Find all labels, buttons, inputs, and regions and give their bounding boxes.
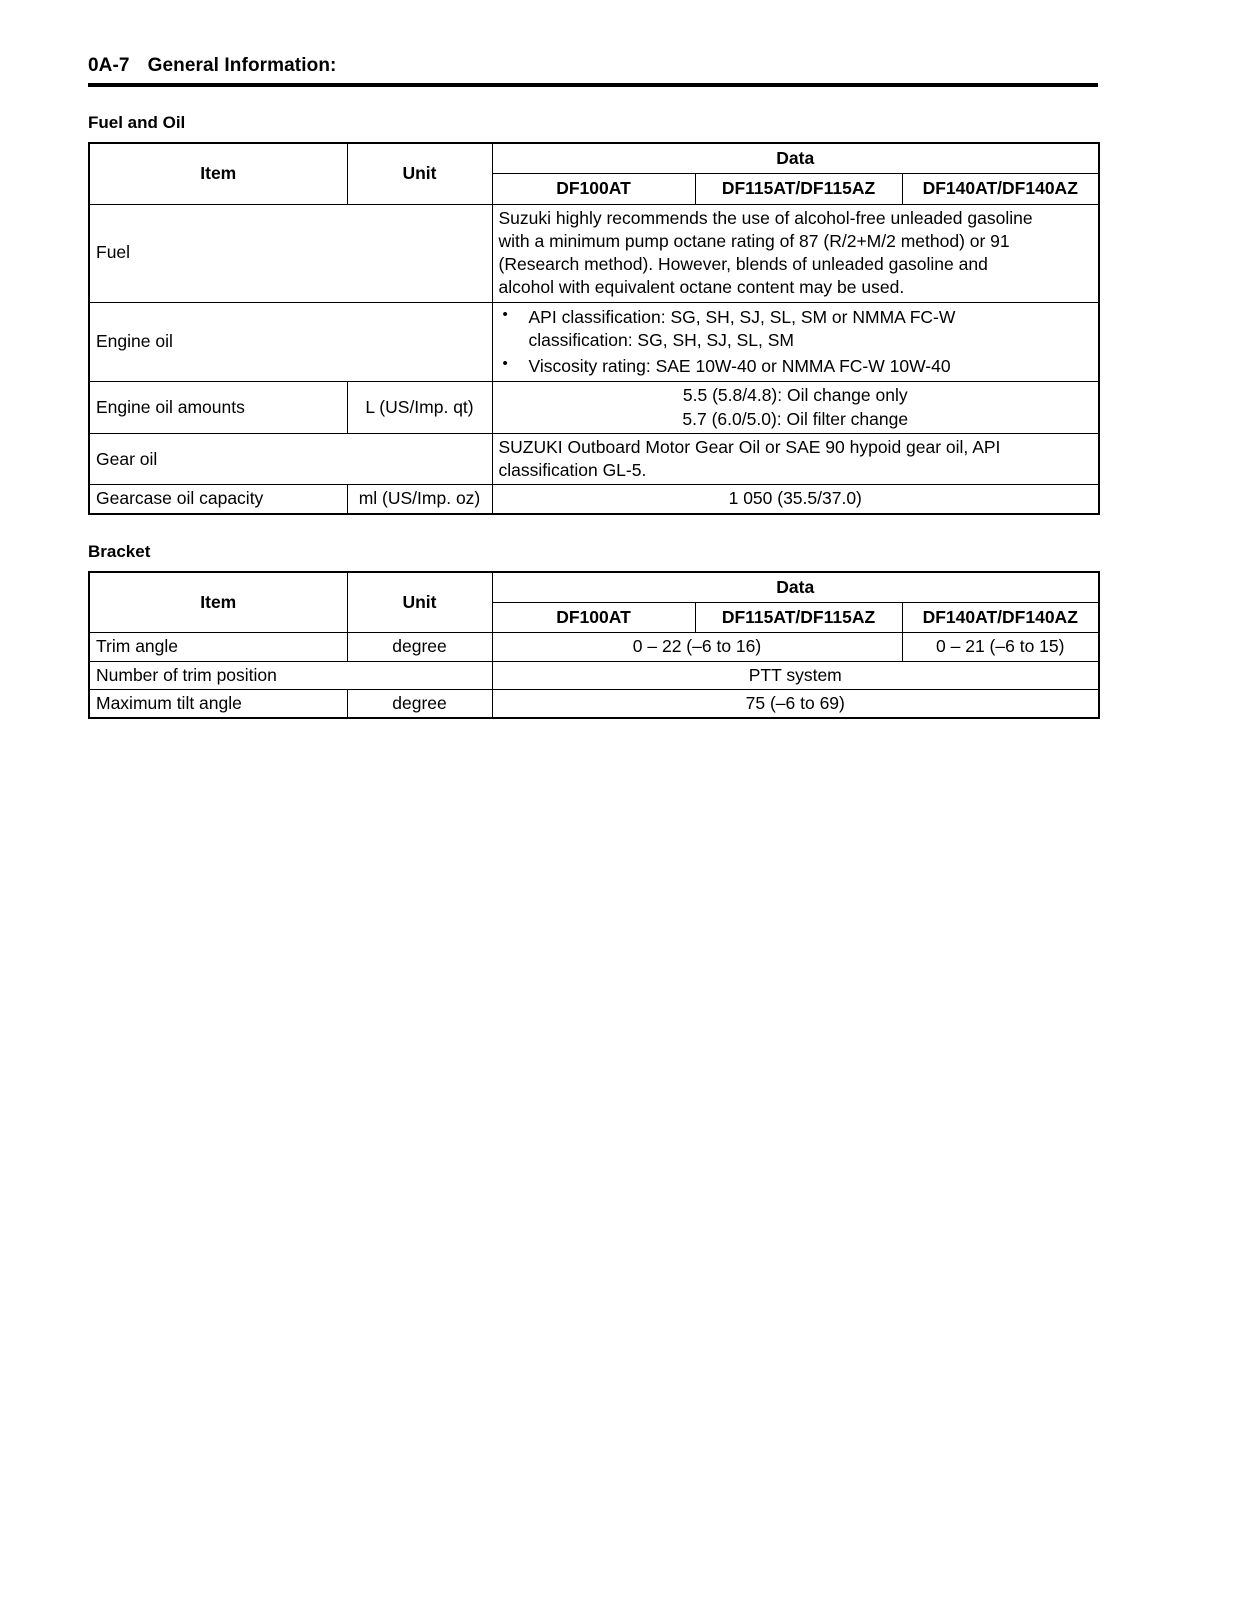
page-number: 0A-7 [88,55,130,76]
engine-oil-amount-line-2: 5.7 (6.0/5.0): Oil filter change [682,408,909,429]
row-unit-trim-angle: degree [347,633,492,661]
table-header-row-primary [89,143,1099,174]
fuel-text-line-1: Suzuki highly recommends the use of alcohol-free unleaded gasoline [498,207,1033,228]
column-header-item: Item [89,143,347,204]
column-header-item: Item [89,572,347,633]
table-row [89,382,1099,434]
row-label-number-of-trim-position: Number of trim position [89,661,492,689]
column-header-df140: DF140AT/DF140AZ [902,174,1099,204]
row-value-engine-oil-amounts [492,382,1099,434]
column-header-unit: Unit [347,572,492,633]
row-label-gear-oil: Gear oil [89,433,492,485]
fuel-text-line-2: with a minimum pump octane rating of 87 (R/2+M/2 method) or 91 [498,230,1010,251]
column-header-data: Data [492,143,1099,174]
header-rule [88,83,1098,87]
engine-oil-bullet-1-text: API classification: SG, SH, SJ, SL, SM or NMMA FC-W [528,306,956,327]
table-row [89,485,1099,514]
engine-oil-bullet-1-continuation: classification: SG, SH, SJ, SL, SM [528,329,794,350]
row-value-trim-angle-df100-df115: 0 – 22 (–6 to 16) [492,633,902,661]
column-header-df115: DF115AT/DF115AZ [695,602,902,632]
list-item [499,355,1093,378]
chapter-title: General Information: [147,55,337,76]
table-row [89,689,1099,718]
column-header-df115: DF115AT/DF115AZ [695,174,902,204]
gear-oil-line-1: SUZUKI Outboard Motor Gear Oil or SAE 90 hypoid gear oil, API [498,436,1001,457]
column-header-df100at: DF100AT [492,602,695,632]
engine-oil-bullet-2-text: Viscosity rating: SAE 10W-40 or NMMA FC-W 10W-40 [528,356,951,377]
column-header-data: Data [492,572,1099,603]
row-unit-maximum-tilt-angle: degree [347,689,492,718]
row-label-fuel: Fuel [89,204,492,302]
row-label-gearcase-oil-capacity: Gearcase oil capacity [89,485,347,514]
row-label-maximum-tilt-angle: Maximum tilt angle [89,689,347,718]
engine-oil-amount-line-1: 5.5 (5.8/4.8): Oil change only [682,385,908,406]
row-value-gearcase-oil-capacity: 1 050 (35.5/37.0) [492,485,1099,514]
bracket-table-head [89,572,1099,633]
table-header-row-primary [89,572,1099,603]
table-row [89,633,1099,661]
fuel-and-oil-table [88,142,1100,515]
table-row [89,661,1099,689]
row-value-engine-oil [492,302,1099,382]
table-row [89,204,1099,302]
table-row [89,433,1099,485]
column-header-unit: Unit [347,143,492,204]
gear-oil-line-2: classification GL-5. [498,460,647,481]
fuel-table-head [89,143,1099,204]
column-header-df100at: DF100AT [492,174,695,204]
table-row [89,302,1099,382]
engine-oil-bullet-list [499,306,1093,379]
column-header-df140: DF140AT/DF140AZ [902,602,1099,632]
list-item [499,306,1093,353]
row-label-trim-angle: Trim angle [89,633,347,661]
fuel-table-body [89,204,1099,514]
fuel-text-line-3: (Research method). However, blends of unleaded gasoline and [498,254,988,275]
row-value-maximum-tilt-angle: 75 (–6 to 69) [492,689,1099,718]
row-label-engine-oil-amounts: Engine oil amounts [89,382,347,434]
row-value-fuel [492,204,1099,302]
row-label-engine-oil: Engine oil [89,302,492,382]
section-title-bracket: Bracket [88,541,151,561]
row-unit-engine-oil-amounts: L (US/Imp. qt) [347,382,492,434]
bracket-table [88,571,1100,719]
row-value-number-of-trim-position: PTT system [492,661,1099,689]
page-running-head [88,55,1096,83]
section-title-fuel-and-oil: Fuel and Oil [88,113,186,132]
row-unit-gearcase-oil-capacity: ml (US/Imp. oz) [347,485,492,514]
bracket-table-body [89,633,1099,718]
row-value-gear-oil [492,433,1099,485]
row-value-trim-angle-df140: 0 – 21 (–6 to 15) [902,633,1099,661]
fuel-text-line-4: alcohol with equivalent octane content may be used. [498,277,905,298]
